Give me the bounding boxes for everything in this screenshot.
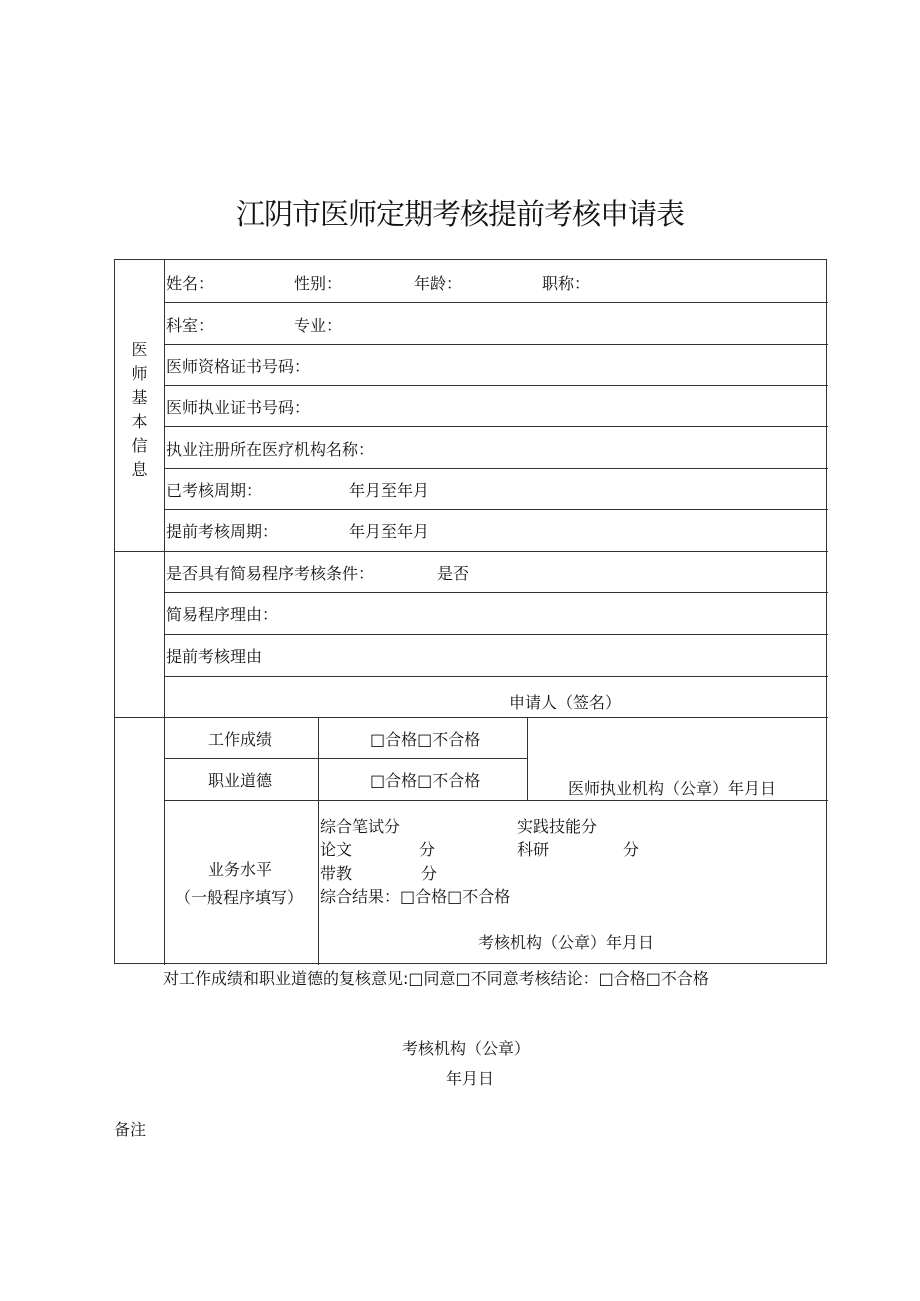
application-form-table	[114, 259, 827, 964]
teaching-unit: 分	[421, 864, 438, 883]
section-divider	[115, 717, 828, 718]
review-stamp-label: 考核机构（公章）	[402, 1039, 531, 1058]
paper-label: 论文	[320, 840, 353, 859]
work-performance-result: □合格□不合格	[370, 730, 481, 749]
row-divider	[164, 800, 828, 801]
department-field-label: 科室：	[166, 316, 215, 335]
general-procedure-note: （一般程序填写）	[175, 888, 304, 907]
section-label-char: 医	[131, 340, 148, 359]
registered-institution-label: 执业注册所在医疗机构名称：	[166, 440, 375, 459]
section-label-char: 信	[131, 436, 148, 455]
age-field-label: 年龄：	[414, 274, 463, 293]
research-label: 科研	[517, 840, 550, 859]
review-date-label: 年月日	[446, 1069, 495, 1088]
teaching-label: 带教	[320, 864, 353, 883]
early-cycle-value: 年月至年月	[349, 522, 430, 541]
section-label-basic-info	[115, 338, 164, 482]
remark-label: 备注	[114, 1120, 147, 1139]
row-divider	[164, 634, 828, 635]
section-label-char: 本	[131, 412, 148, 431]
row-divider	[164, 385, 828, 386]
eval-column-divider	[318, 717, 319, 965]
overall-result-label: 综合结果：□合格□不合格	[320, 887, 511, 906]
written-exam-label: 综合笔试分	[320, 817, 401, 836]
row-divider	[164, 302, 828, 303]
ethics-label: 职业道德	[208, 771, 273, 790]
row-divider	[164, 468, 828, 469]
simple-reason-label: 简易程序理由：	[166, 605, 279, 624]
past-cycle-label: 已考核周期：	[166, 481, 263, 500]
section-label-char: 息	[131, 460, 148, 479]
row-divider	[164, 676, 828, 677]
job-title-field-label: 职称：	[542, 274, 591, 293]
qualification-cert-label: 医师资格证书号码：	[166, 357, 311, 376]
assessment-stamp-label: 考核机构（公章）年月日	[478, 933, 655, 952]
institution-stamp-label: 医师执业机构（公章）年月日	[568, 779, 777, 798]
review-opinion-line: 对工作成绩和职业道德的复核意见:□同意□不同意考核结论：□合格□不合格	[163, 969, 709, 988]
label-column-divider	[164, 260, 165, 965]
early-reason-label: 提前考核理由	[166, 647, 263, 666]
row-divider	[164, 758, 528, 759]
section-divider	[115, 551, 828, 552]
ethics-result: □合格□不合格	[370, 771, 481, 790]
work-performance-label: 工作成绩	[208, 730, 273, 749]
paper-unit: 分	[419, 840, 436, 859]
early-cycle-label: 提前考核周期：	[166, 522, 279, 541]
applicant-signature-label: 申请人（签名）	[509, 693, 622, 712]
practical-skill-label: 实践技能分	[517, 817, 598, 836]
row-divider	[164, 344, 828, 345]
simple-condition-value: 是否	[437, 564, 470, 583]
business-level-label: 业务水平	[208, 860, 273, 879]
name-field-label: 姓名：	[166, 274, 215, 293]
section-label-char: 基	[131, 388, 148, 407]
research-unit: 分	[623, 840, 640, 859]
specialty-field-label: 专业：	[294, 316, 343, 335]
section-label-char: 师	[131, 364, 148, 383]
simple-condition-label: 是否具有简易程序考核条件：	[166, 564, 375, 583]
gender-field-label: 性别：	[294, 274, 343, 293]
practice-cert-label: 医师执业证书号码：	[166, 398, 311, 417]
row-divider	[164, 509, 828, 510]
row-divider	[164, 426, 828, 427]
past-cycle-value: 年月至年月	[349, 481, 430, 500]
form-title: 江阴市医师定期考核提前考核申请表	[235, 197, 684, 231]
row-divider	[164, 592, 828, 593]
